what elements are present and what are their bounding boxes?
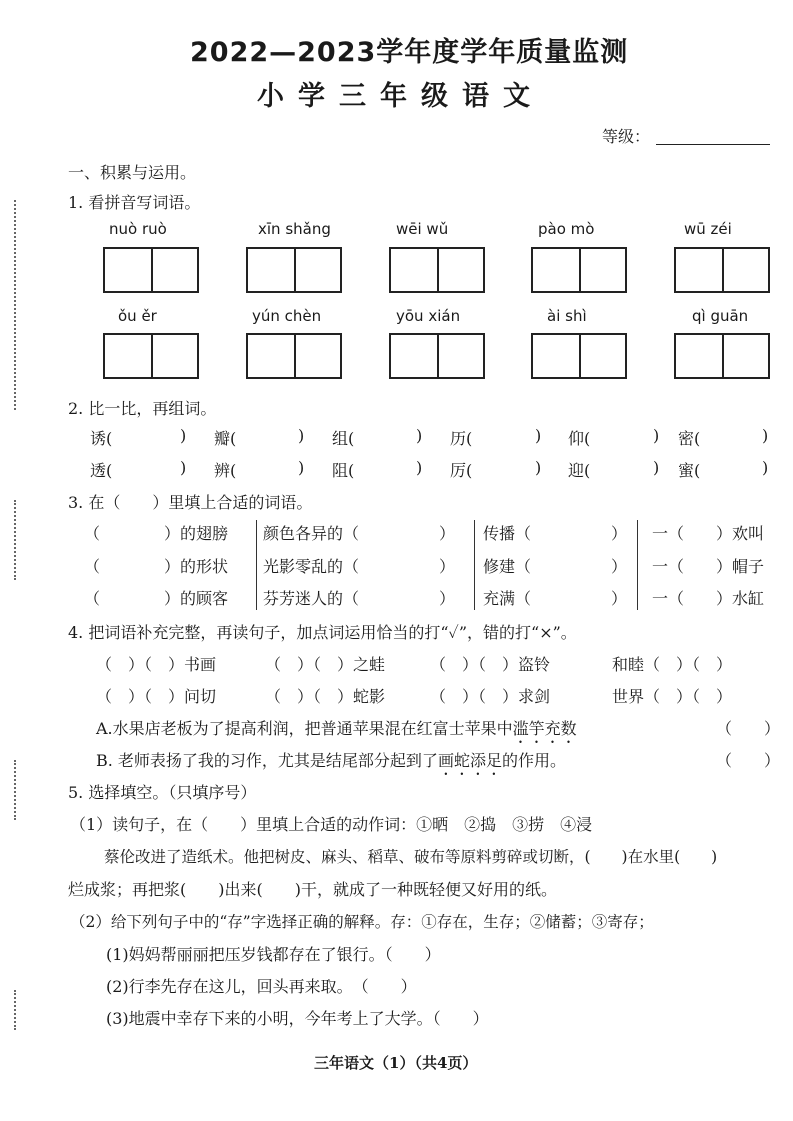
sentence-text: 的作用。 [501, 751, 566, 770]
q5-part2-title: （2）给下列句子中的“存”字选择正确的解释。存：①存在，生存；②储蓄；③寄存； [70, 913, 654, 931]
pinyin-label: ài shì [547, 307, 587, 325]
judge-sentence-a [96, 716, 577, 747]
fill-phrase: 光影零乱的（ ） [263, 557, 456, 576]
q5-part1-line: 烂成浆；再把浆( )出来( )干，就成了一种既轻便又好用的纸。 [68, 880, 557, 899]
compare-paren: ) [762, 426, 769, 445]
compare-char: 阻( [332, 461, 355, 480]
fill-phrase: 修建（ ） [483, 557, 628, 576]
idiom-blank: （ ）（ ）蛇影 [265, 687, 386, 706]
compare-char: 瓣( [214, 429, 237, 448]
compare-char: 仰( [568, 429, 591, 448]
compare-char: 组( [332, 429, 355, 448]
idiom-blank: （ ）（ ）之蛙 [265, 655, 386, 674]
page-subtitle: 小学三年级语文 [257, 81, 544, 112]
compare-paren: ) [416, 426, 423, 445]
fill-phrase: 一（ ）欢叫 [652, 524, 765, 543]
compare-char: 辨( [214, 461, 237, 480]
compare-paren: ) [762, 458, 769, 477]
section-title: 一、积累与运用。 [68, 163, 197, 182]
idiom-blank: （ ）（ ）求剑 [430, 687, 551, 706]
judge-paren[interactable]: （ ） [716, 751, 781, 770]
dotted-word: 画蛇添足 [437, 751, 502, 770]
fill-phrase: （ ）的翅膀 [84, 524, 229, 543]
pinyin-label: yōu xián [396, 307, 461, 325]
compare-char: 蜜( [678, 461, 701, 480]
binding-margin-low [14, 760, 16, 820]
writing-box[interactable] [246, 333, 342, 379]
writing-box[interactable] [246, 247, 342, 293]
q5-part1-line: 蔡伦改进了造纸术。他把树皮、麻头、稻草、破布等原料剪碎或切断，( )在水里( ) [104, 848, 718, 866]
writing-box[interactable] [674, 333, 770, 379]
page-footer: 三年语文（1）（共4页） [314, 1054, 478, 1072]
binding-margin-top [14, 200, 16, 410]
q3-title: 3. 在（ ）里填上合适的词语。 [68, 493, 313, 512]
pinyin-label: wū zéi [684, 220, 732, 238]
compare-paren: ) [653, 458, 660, 477]
q1-title: 1. 看拼音写词语。 [68, 193, 201, 212]
compare-paren: ) [535, 426, 542, 445]
compare-char: 厉( [450, 461, 473, 480]
q5-part2-item: (2)行李先存在这儿，回头再来取。 （ ） [106, 977, 417, 996]
dotted-word: 滥竽充数 [512, 719, 577, 738]
column-divider [637, 520, 638, 610]
judge-sentence-b [96, 748, 566, 779]
page-title: 2022—2023学年度学年质量监测 [190, 37, 629, 68]
writing-box[interactable] [389, 247, 485, 293]
binding-margin-bottom [14, 990, 16, 1030]
grade-label: 等级： [602, 127, 651, 146]
q2-title: 2. 比一比，再组词。 [68, 399, 217, 418]
writing-box[interactable] [389, 333, 485, 379]
fill-phrase: 一（ ）水缸 [652, 589, 765, 608]
compare-paren: ) [653, 426, 660, 445]
fill-phrase: 颜色各异的（ ） [263, 524, 456, 543]
idiom-blank: （ ）（ ）问切 [96, 687, 217, 706]
pinyin-label: nuò ruò [109, 220, 167, 238]
compare-char: 透( [90, 461, 113, 480]
fill-phrase: 充满（ ） [483, 589, 628, 608]
compare-char: 诱( [90, 429, 113, 448]
idiom-blank: （ ）（ ）书画 [96, 655, 217, 674]
q4-title: 4. 把词语补充完整，再读句子，加点词运用恰当的打“✓”，错的打“×”。 [68, 623, 577, 642]
q5-title: 5. 选择填空。（只填序号） [68, 783, 257, 802]
compare-paren: ) [298, 458, 305, 477]
fill-phrase: 芬芳迷人的（ ） [263, 589, 456, 608]
compare-paren: ) [416, 458, 423, 477]
fill-phrase: （ ）的形状 [84, 557, 229, 576]
writing-box[interactable] [103, 247, 199, 293]
fill-phrase: 一（ ）帽子 [652, 557, 765, 576]
pinyin-label: pào mò [538, 220, 595, 238]
compare-char: 迎( [568, 461, 591, 480]
pinyin-label: qì guān [692, 307, 749, 325]
fill-phrase: 传播（ ） [483, 524, 628, 543]
compare-char: 历( [450, 429, 473, 448]
judge-paren[interactable]: （ ） [716, 719, 781, 738]
q5-part2-item: (1)妈妈帮丽丽把压岁钱都存在了银行。（ ） [106, 945, 441, 964]
fill-phrase: （ ）的顾客 [84, 589, 229, 608]
pinyin-label: wēi wǔ [396, 220, 449, 238]
idiom-blank: （ ）（ ）盗铃 [430, 655, 551, 674]
pinyin-label: ǒu ěr [118, 307, 157, 325]
compare-char: 密( [678, 429, 701, 448]
writing-box[interactable] [531, 333, 627, 379]
writing-box[interactable] [103, 333, 199, 379]
writing-box[interactable] [531, 247, 627, 293]
column-divider [256, 520, 257, 610]
compare-paren: ) [180, 458, 187, 477]
binding-margin-mid [14, 500, 16, 580]
compare-paren: ) [180, 426, 187, 445]
q5-part1-title: （1）读句子，在（ ）里填上合适的动作词：①晒 ②捣 ③捞 ④浸 [70, 815, 593, 834]
sentence-text: B. 老师表扬了我的习作，尤其是结尾部分起到了 [96, 751, 438, 770]
writing-box[interactable] [674, 247, 770, 293]
grade-line[interactable] [656, 144, 770, 145]
pinyin-label: xīn shǎng [258, 220, 331, 238]
sentence-text: A.水果店老板为了提高利润，把普通苹果混在红富士苹果中 [96, 719, 513, 738]
idiom-blank: 世界（ ）（ ） [612, 687, 733, 706]
compare-paren: ) [298, 426, 305, 445]
column-divider [474, 520, 475, 610]
pinyin-label: yún chèn [252, 307, 322, 325]
idiom-blank: 和睦（ ）（ ） [612, 655, 733, 674]
compare-paren: ) [535, 458, 542, 477]
q5-part2-item: (3)地震中幸存下来的小明，今年考上了大学。（ ） [106, 1009, 489, 1028]
